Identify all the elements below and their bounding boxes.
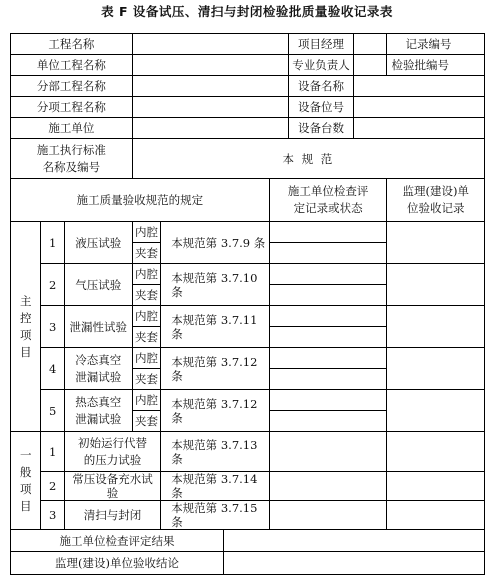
contractor-check-cell[interactable] [269, 432, 387, 472]
contractor-check-cell[interactable] [269, 222, 387, 243]
item-number: 1 [41, 222, 64, 264]
contractor-result-value[interactable] [224, 530, 485, 552]
part-label: 夹套 [132, 243, 160, 264]
tech-lead-label: 专业负责人 [289, 55, 354, 76]
item-name: 液压试验 [64, 222, 132, 264]
item-number: 5 [41, 390, 64, 432]
item-reference: 本规范第 3.7.12 条 [161, 390, 270, 432]
project-name-value[interactable] [132, 34, 288, 55]
part-label: 夹套 [132, 285, 160, 306]
equipment-name-value[interactable] [353, 76, 484, 97]
supervisor-check-cell[interactable] [387, 472, 485, 501]
inspection-record-table [10, 33, 485, 575]
contractor-check-cell[interactable] [269, 306, 387, 327]
unit-project-value[interactable] [132, 55, 288, 76]
project-manager-label: 项目经理 [289, 34, 354, 55]
supervisor-check-column-header: 监理(建设)单位验收记录 [387, 179, 485, 222]
part-label: 内腔 [132, 264, 160, 285]
item-name: 冷态真空泄漏试验 [64, 348, 132, 390]
contractor-check-cell[interactable] [269, 327, 387, 348]
contractor-check-cell[interactable] [269, 472, 387, 501]
equipment-no-label: 设备位号 [289, 97, 354, 118]
contractor-check-cell[interactable] [269, 348, 387, 369]
project-name-label: 工程名称 [11, 34, 133, 55]
supervisor-check-cell[interactable] [387, 264, 485, 306]
item-number: 2 [41, 264, 64, 306]
supervisor-conclusion-value[interactable] [224, 552, 485, 575]
item-reference: 本规范第 3.7.12 条 [161, 348, 270, 390]
supervisor-check-cell[interactable] [387, 348, 485, 390]
contractor-check-cell[interactable] [269, 369, 387, 390]
part-label: 夹套 [132, 369, 160, 390]
part-label: 内腔 [132, 306, 160, 327]
item-number: 3 [41, 501, 64, 530]
item-reference: 本规范第 3.7.9 条 [161, 222, 270, 264]
sub-project-label: 分部工程名称 [11, 76, 133, 97]
equipment-count-label: 设备台数 [289, 118, 354, 139]
item-reference: 本规范第 3.7.11 条 [161, 306, 270, 348]
item-project-label: 分项工程名称 [11, 97, 133, 118]
record-no-label: 记录编号 [387, 34, 485, 55]
form-title: 表 F 设备试压、清扫与封闭检验批质量验收记录表 [101, 4, 393, 19]
item-name: 常压设备充水试验 [64, 472, 160, 501]
item-number: 4 [41, 348, 64, 390]
equipment-count-value[interactable] [353, 118, 484, 139]
part-label: 夹套 [132, 327, 160, 348]
contractor-value[interactable] [132, 118, 288, 139]
contractor-check-cell[interactable] [269, 390, 387, 411]
contractor-check-cell[interactable] [269, 501, 387, 530]
general-item-label: 一般项目 [11, 432, 41, 530]
item-name: 泄漏性试验 [64, 306, 132, 348]
item-name: 清扫与封闭 [64, 501, 160, 530]
item-number: 3 [41, 306, 64, 348]
standard-label: 施工执行标准名称及编号 [11, 139, 133, 179]
main-control-label: 主控项目 [11, 222, 41, 432]
project-manager-value[interactable] [353, 34, 386, 55]
item-reference: 本规范第 3.7.14 条 [161, 472, 270, 501]
item-number: 2 [41, 472, 64, 501]
supervisor-check-cell[interactable] [387, 222, 485, 264]
item-project-value[interactable] [132, 97, 288, 118]
part-label: 内腔 [132, 390, 160, 411]
equipment-no-value[interactable] [353, 97, 484, 118]
contractor-label: 施工单位 [11, 118, 133, 139]
item-reference: 本规范第 3.7.13 条 [161, 432, 270, 472]
unit-project-label: 单位工程名称 [11, 55, 133, 76]
standard-value: 本 规 范 [132, 139, 484, 179]
supervisor-check-cell[interactable] [387, 306, 485, 348]
supervisor-check-cell[interactable] [387, 432, 485, 472]
item-number: 1 [41, 432, 64, 472]
batch-no-label: 检验批编号 [387, 55, 485, 76]
supervisor-conclusion-label: 监理(建设)单位验收结论 [11, 552, 224, 575]
regulation-column-header: 施工质量验收规范的规定 [11, 179, 270, 222]
part-label: 内腔 [132, 222, 160, 243]
contractor-result-label: 施工单位检查评定结果 [11, 530, 224, 552]
item-name: 气压试验 [64, 264, 132, 306]
part-label: 内腔 [132, 348, 160, 369]
item-reference: 本规范第 3.7.10 条 [161, 264, 270, 306]
contractor-check-cell[interactable] [269, 285, 387, 306]
contractor-check-cell[interactable] [269, 411, 387, 432]
contractor-check-cell[interactable] [269, 264, 387, 285]
item-name: 初始运行代替的压力试验 [64, 432, 160, 472]
item-name: 热态真空泄漏试验 [64, 390, 132, 432]
contractor-check-cell[interactable] [269, 243, 387, 264]
part-label: 夹套 [132, 411, 160, 432]
item-reference: 本规范第 3.7.15 条 [161, 501, 270, 530]
equipment-name-label: 设备名称 [289, 76, 354, 97]
tech-lead-value[interactable] [353, 55, 386, 76]
supervisor-check-cell[interactable] [387, 390, 485, 432]
supervisor-check-cell[interactable] [387, 501, 485, 530]
sub-project-value[interactable] [132, 76, 288, 97]
contractor-check-column-header: 施工单位检查评定记录或状态 [269, 179, 387, 222]
